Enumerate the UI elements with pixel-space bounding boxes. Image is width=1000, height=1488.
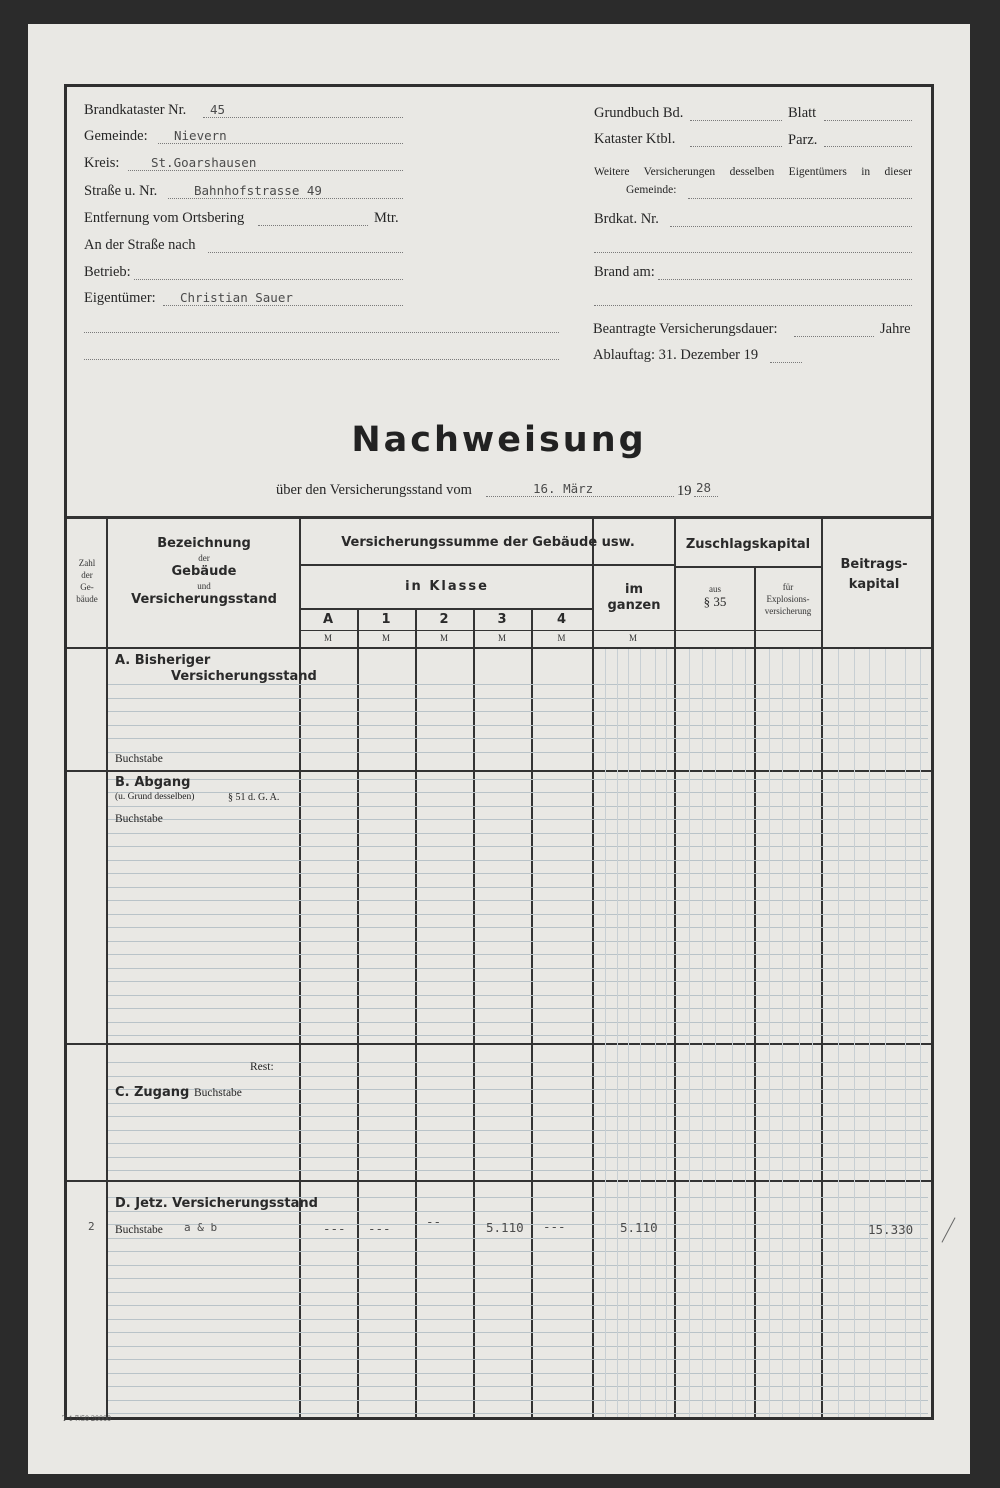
ruled-line	[108, 1076, 928, 1077]
frame-bottom	[64, 1417, 934, 1420]
zuschlag-subrule	[674, 566, 821, 568]
ruled-line	[108, 1143, 928, 1144]
weitere-line1: Weitere Versicherungen desselben Eigentümers in dieser	[594, 166, 912, 178]
kreis-value[interactable]: St.Goarshausen	[151, 155, 257, 170]
brand-label: Brand am:	[594, 264, 655, 280]
frame-top	[64, 84, 934, 87]
brandkataster-value[interactable]: 45	[210, 102, 226, 117]
grid-vline	[473, 608, 475, 1417]
ruled-line	[108, 698, 928, 699]
section-b-buchstabe: Buchstabe	[115, 813, 163, 825]
section-d-buchstabe-value[interactable]: a & b	[184, 1221, 218, 1234]
klasse-subrule	[300, 608, 592, 610]
section-d-im-ganzen[interactable]: 5.110	[620, 1220, 658, 1235]
decimal-column	[702, 649, 703, 1417]
gemeinde-value[interactable]: Nievern	[174, 128, 227, 143]
ruled-line	[108, 725, 928, 726]
section-a-line2: Versicherungsstand	[171, 669, 317, 684]
section-d-klasse-a[interactable]: ---	[323, 1221, 346, 1236]
decimal-column	[769, 649, 770, 1417]
page-title: Nachweisung	[351, 420, 647, 460]
ruled-line	[108, 684, 928, 685]
ruled-line	[108, 1386, 928, 1387]
unit-label: M	[628, 633, 637, 643]
unit-label: M	[323, 633, 332, 643]
decimal-column	[799, 649, 800, 1417]
ruled-line	[108, 1332, 928, 1333]
betrieb-label: Betrieb:	[84, 264, 131, 280]
klasse-2: 2	[439, 612, 449, 627]
decimal-column	[782, 649, 783, 1417]
title-sub-label: über den Versicherungsstand vom	[276, 482, 472, 498]
decimal-column	[628, 649, 629, 1417]
decimal-column	[920, 649, 921, 1417]
ruled-line	[108, 900, 928, 901]
klasse-1: 1	[381, 612, 391, 627]
ruled-line	[108, 711, 928, 712]
ruled-line	[108, 846, 928, 847]
parz-label: Parz.	[788, 132, 818, 148]
grundbuch-label: Grundbuch Bd.	[594, 105, 684, 121]
ruled-line	[108, 1400, 928, 1401]
unit-label: M	[557, 633, 566, 643]
section-b-line1: B. Abgang	[115, 775, 191, 790]
date-value[interactable]: 16. März	[533, 481, 594, 496]
frame-right	[931, 84, 934, 1420]
decimal-column	[666, 649, 667, 1417]
ruled-line	[108, 1116, 928, 1117]
section-c-line1: C. Zugang	[115, 1085, 190, 1100]
col-zuschlag-header: Zuschlagskapital	[685, 537, 811, 552]
entfernung-label: Entfernung vom Ortsbering	[84, 210, 245, 226]
ruled-line	[108, 806, 928, 807]
decimal-column	[745, 649, 746, 1417]
section-d-beitrag[interactable]: 15.330	[868, 1222, 914, 1237]
ruled-line	[108, 1346, 928, 1347]
decimal-column	[689, 649, 690, 1417]
ruled-line	[108, 1413, 928, 1414]
decimal-column	[605, 649, 606, 1417]
col-aus-header: aus § 35	[703, 584, 727, 609]
check-mark	[941, 1217, 955, 1242]
unit-label: M	[497, 633, 506, 643]
print-code: T 1 7/50 20000	[62, 1414, 111, 1423]
section-d-klasse-2[interactable]: --	[426, 1214, 442, 1229]
zuschlag-unit-rule	[674, 630, 821, 631]
weitere-line2: Gemeinde:	[626, 184, 677, 196]
ruled-line	[108, 1238, 928, 1239]
ruled-line	[108, 981, 928, 982]
brdkat-label: Brdkat. Nr.	[594, 211, 659, 227]
col-beitrag-header: Beitrags- kapital	[840, 557, 908, 592]
gemeinde-label: Gemeinde:	[84, 128, 148, 144]
ruled-line	[108, 752, 928, 753]
ruled-line	[108, 1373, 928, 1374]
ruled-line	[108, 1278, 928, 1279]
col-zahl-header: Zahl der Ge- bäude	[76, 558, 98, 604]
kreis-label: Kreis:	[84, 155, 120, 171]
ruled-line	[108, 1305, 928, 1306]
grid-vline	[415, 608, 417, 1417]
ruled-line	[108, 833, 928, 834]
section-b-line2: (u. Grund desselben)	[115, 792, 195, 802]
decimal-column	[640, 649, 641, 1417]
dauer-unit: Jahre	[880, 321, 911, 337]
ruled-line	[108, 1022, 928, 1023]
decimal-column	[905, 649, 906, 1417]
form-paper	[28, 24, 970, 1474]
dauer-label: Beantragte Versicherungsdauer:	[593, 321, 778, 337]
klasse-3: 3	[497, 612, 507, 627]
ruled-line	[108, 1265, 928, 1266]
klasse-a: A	[322, 612, 334, 627]
decimal-column	[715, 649, 716, 1417]
section-a-buchstabe: Buchstabe	[115, 753, 163, 765]
decimal-column	[885, 649, 886, 1417]
col-bezeichnung-header: Bezeichnung der Gebäude und Versicherungsstand	[131, 536, 277, 607]
year-value[interactable]: 28	[696, 480, 712, 495]
ruled-line	[108, 968, 928, 969]
brandkataster-label: Brandkataster Nr.	[84, 102, 187, 118]
section-b-rule	[67, 1043, 931, 1045]
eigentuemer-label: Eigentümer:	[84, 290, 156, 306]
section-d-line1: D. Jetz. Versicherungsstand	[115, 1196, 318, 1211]
ruled-line	[108, 1008, 928, 1009]
entfernung-unit: Mtr.	[374, 210, 399, 226]
decimal-column	[617, 649, 618, 1417]
ruled-line	[108, 887, 928, 888]
col-im-ganzen-header: im ganzen	[607, 582, 661, 613]
section-b-paragraph: § 51 d. G. A.	[228, 792, 280, 803]
kataster-label: Kataster Ktbl.	[594, 131, 676, 147]
decimal-column	[732, 649, 733, 1417]
section-c-buchstabe: Buchstabe	[194, 1087, 242, 1099]
rest-label: Rest:	[250, 1061, 274, 1073]
klasse-4: 4	[556, 612, 567, 627]
decimal-column	[812, 649, 813, 1417]
ruled-line	[108, 1170, 928, 1171]
ruled-line	[108, 927, 928, 928]
ruled-line	[108, 1359, 928, 1360]
eigentuemer-value[interactable]: Christian Sauer	[180, 290, 293, 305]
ruled-line	[108, 1251, 928, 1252]
section-d-klasse-4[interactable]: ---	[543, 1219, 566, 1234]
section-d-buchstabe: Buchstabe	[115, 1224, 163, 1236]
col-fuer-header: für Explosions- versicherung	[764, 582, 812, 616]
ruled-line	[108, 1319, 928, 1320]
ruled-line	[108, 1062, 928, 1063]
ruled-line	[108, 1130, 928, 1131]
ruled-line	[108, 941, 928, 942]
year-prefix: 19	[677, 483, 692, 499]
decimal-column	[854, 649, 855, 1417]
ruled-line	[108, 1035, 928, 1036]
decimal-column	[838, 649, 839, 1417]
section-d-zahl[interactable]: 2	[88, 1220, 95, 1233]
ruled-line	[108, 1103, 928, 1104]
section-a-rule	[67, 770, 931, 772]
ruled-line	[108, 1157, 928, 1158]
ruled-line	[108, 1292, 928, 1293]
unit-label: M	[439, 633, 448, 643]
blatt-label: Blatt	[788, 105, 817, 121]
section-d-klasse-1[interactable]: ---	[368, 1221, 391, 1236]
strasse-value[interactable]: Bahnhofstrasse 49	[194, 183, 322, 198]
col-summe-header: Versicherungssumme der Gebäude usw.	[341, 535, 635, 550]
ruled-line	[108, 779, 928, 780]
strasse-label: Straße u. Nr.	[84, 183, 158, 199]
header-bottom-rule	[67, 647, 931, 649]
ruled-line	[108, 954, 928, 955]
section-d-klasse-3[interactable]: 5.110	[486, 1220, 524, 1235]
summe-subrule	[300, 564, 674, 566]
unit-label: M	[381, 633, 390, 643]
grid-vline	[531, 608, 533, 1417]
col-klasse-header: in Klasse	[405, 579, 489, 594]
ruled-line	[108, 995, 928, 996]
decimal-column	[869, 649, 870, 1417]
ablauftag-label: Ablauftag: 31. Dezember 19	[593, 347, 759, 363]
ruled-line	[108, 738, 928, 739]
ruled-line	[108, 873, 928, 874]
ruled-line	[108, 860, 928, 861]
grid-vline	[357, 608, 359, 1417]
frame-left	[64, 84, 67, 1420]
section-c-rule	[67, 1180, 931, 1182]
section-a-line1: A. Bisheriger	[115, 653, 211, 668]
strasse-nach-label: An der Straße nach	[84, 237, 196, 253]
ruled-line	[108, 819, 928, 820]
ruled-line	[108, 914, 928, 915]
table-top-rule	[67, 516, 931, 519]
grid-vline	[754, 566, 756, 1417]
decimal-column	[655, 649, 656, 1417]
